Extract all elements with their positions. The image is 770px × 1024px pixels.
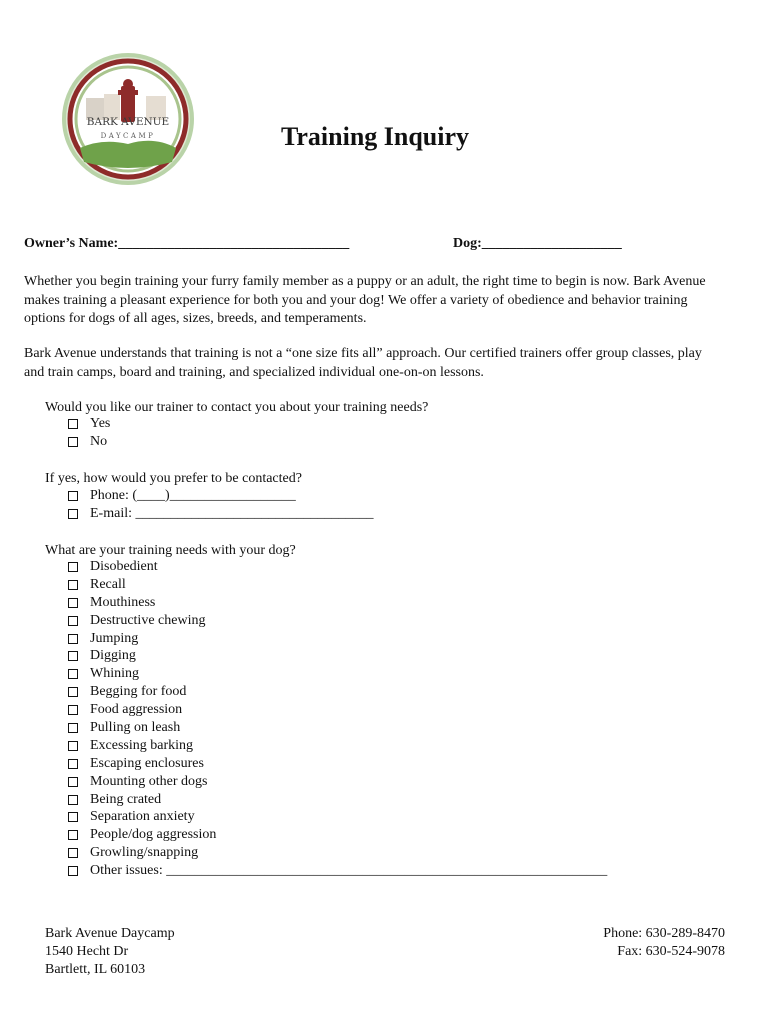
checkbox-icon[interactable] [68, 795, 78, 805]
option-excessing-barking[interactable] [68, 737, 607, 755]
option-label: Jumping [90, 630, 139, 646]
checkbox-icon[interactable] [68, 634, 78, 644]
checkbox-icon[interactable] [68, 562, 78, 572]
checkbox-icon[interactable] [68, 491, 78, 501]
option-mounting-other-dogs[interactable] [68, 773, 607, 791]
option-jumping[interactable] [68, 630, 607, 648]
option-no[interactable] [68, 433, 110, 451]
option-label: Yes [90, 416, 111, 431]
option-yes[interactable] [68, 415, 110, 433]
checkbox-icon[interactable] [68, 830, 78, 840]
option-email[interactable] [68, 505, 374, 523]
checkbox-icon[interactable] [68, 848, 78, 858]
checkbox-icon[interactable] [68, 866, 78, 876]
option-label: Whining [90, 666, 139, 682]
bark-avenue-logo [62, 50, 194, 188]
option-label: Separation anxiety [90, 809, 195, 825]
option-escaping-enclosures[interactable] [68, 755, 607, 773]
phone-number: Phone: 630-289-8470 [603, 926, 725, 941]
option-label: Disobedient [90, 559, 158, 574]
checkbox-icon[interactable] [68, 723, 78, 733]
option-label: E-mail: __________________________________ [90, 505, 374, 521]
dog-name-field[interactable]: Dog:____________________ [453, 236, 622, 251]
contact-method-question: If yes, how would you prefer to be contacted? [45, 471, 302, 486]
owner-name-field[interactable]: Owner’s Name:_________________________________ [24, 236, 350, 251]
footer-address [45, 925, 175, 979]
option-growling-snapping[interactable] [68, 844, 607, 862]
option-label: People/dog aggression [90, 827, 217, 843]
checkbox-icon[interactable] [68, 616, 78, 626]
footer-contact [603, 925, 725, 961]
option-destructive-chewing[interactable] [68, 612, 607, 630]
option-mouthiness[interactable] [68, 594, 607, 612]
intro-paragraph-1: Whether you begin training your furry family member as a puppy or an adult, the right time to begin is now. Bark Avenue makes training a pleasant experience for both you and your dog! We offer a variety of obedience and behavior training options for dogs of all ages, sizes, breeds, and temperaments. [24, 274, 706, 326]
checkbox-icon[interactable] [68, 687, 78, 697]
business-name: Bark Avenue Daycamp [45, 926, 175, 941]
checkbox-icon[interactable] [68, 705, 78, 715]
fax-number: Fax: 630-524-9078 [617, 944, 725, 959]
option-separation-anxiety[interactable] [68, 808, 607, 826]
checkbox-icon[interactable] [68, 759, 78, 769]
checkbox-icon[interactable] [68, 419, 78, 429]
checkbox-icon[interactable] [68, 812, 78, 822]
checkbox-icon[interactable] [68, 580, 78, 590]
street-address: 1540 Hecht Dr [45, 944, 129, 959]
checkbox-icon[interactable] [68, 509, 78, 519]
option-people-dog-aggression[interactable] [68, 826, 607, 844]
option-label: Recall [90, 576, 126, 592]
checkbox-icon[interactable] [68, 777, 78, 787]
option-label: Food aggression [90, 702, 183, 718]
svg-text:DAYCAMP: DAYCAMP [100, 132, 156, 140]
option-label: Other issues: _______________________________________________________________ [90, 863, 608, 879]
option-label: Begging for food [90, 684, 187, 700]
option-phone[interactable] [68, 487, 374, 505]
option-label: Being crated [90, 791, 162, 807]
checkbox-icon[interactable] [68, 598, 78, 608]
option-begging-for-food[interactable] [68, 683, 607, 701]
option-whining[interactable] [68, 665, 607, 683]
option-label: Pulling on leash [90, 720, 181, 736]
option-digging[interactable] [68, 647, 607, 665]
option-other-issues[interactable] [68, 862, 607, 880]
city-state-zip: Bartlett, IL 60103 [45, 962, 146, 977]
contact-question: Would you like our trainer to contact you about your training needs? [45, 400, 429, 415]
checkbox-icon[interactable] [68, 437, 78, 447]
option-label: Destructive chewing [90, 612, 206, 628]
checkbox-icon[interactable] [68, 669, 78, 679]
contact-options [68, 415, 110, 451]
option-label: Excessing barking [90, 737, 194, 753]
contact-method-options [68, 487, 374, 523]
option-label: Escaping enclosures [90, 755, 204, 771]
option-label: No [90, 433, 108, 449]
option-label: Digging [90, 648, 136, 664]
option-label: Growling/snapping [90, 845, 199, 861]
option-being-crated[interactable] [68, 791, 607, 809]
svg-text:BARK AVENUE: BARK AVENUE [86, 116, 170, 128]
option-label: Mounting other dogs [90, 773, 208, 789]
option-recall[interactable] [68, 576, 607, 594]
option-label: Mouthiness [90, 594, 156, 610]
checkbox-icon[interactable] [68, 651, 78, 661]
checkbox-icon[interactable] [68, 741, 78, 751]
option-label: Phone: (____)__________________ [90, 488, 296, 503]
intro-paragraph-2: Bark Avenue understands that training is not a “one size fits all” approach. Our certified trainers offer group classes, play and train camps, board and training, and specialized individual one-on-on lessons. [24, 346, 702, 380]
training-needs-options [68, 558, 607, 880]
page-title: Training Inquiry [280, 122, 470, 151]
training-needs-question: What are your training needs with your dog? [45, 543, 296, 558]
option-disobedient[interactable] [68, 558, 607, 576]
option-pulling-on-leash[interactable] [68, 719, 607, 737]
option-food-aggression[interactable] [68, 701, 607, 719]
